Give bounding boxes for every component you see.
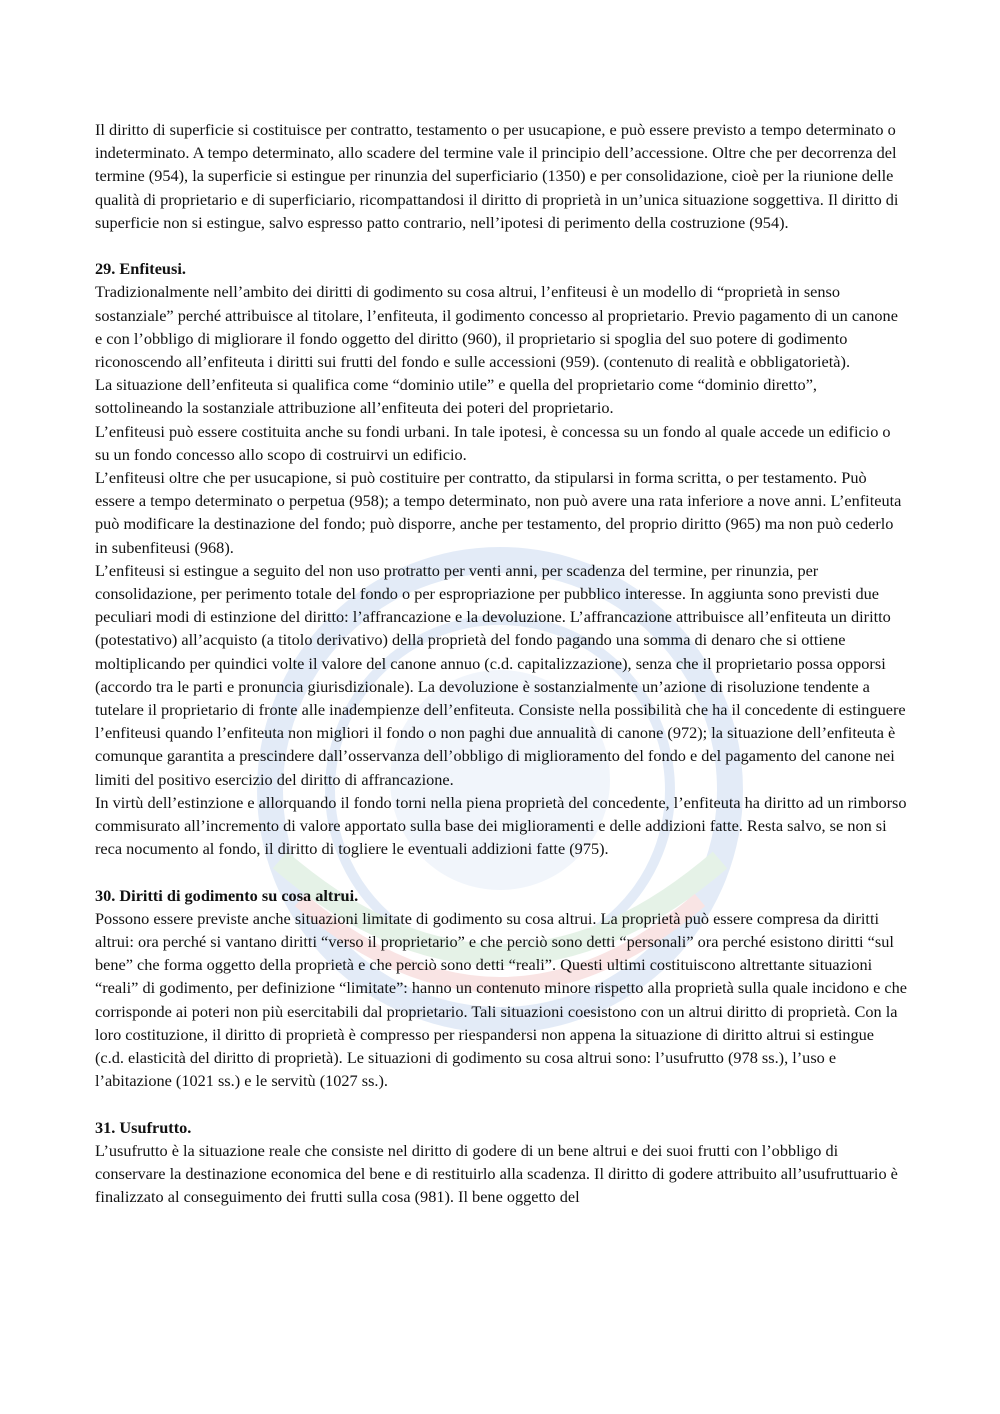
paragraph: Tradizionalmente nell’ambito dei diritti di godimento su cosa altrui, l’enfiteusi è un modello di “proprietà in senso sostanziale” perché attribuisce al titolare, l’enfiteuta, il godimento concesso al proprietario. Previo pagamento di un canone e con l’obbligo di migliorare il fondo oggetto del diritto (960), il proprietario si spoglia del suo potere di godimento riconoscendo all’enfiteuta i diritti sui frutti del fondo e sulle accessioni (959). (contenuto di realità e obbligatorietà). bbox=[95, 282, 898, 372]
paragraph: L’enfiteusi si estingue a seguito del non uso protratto per venti anni, per scadenza del termine, per rinunzia, per consolidazione, per perimento totale del fondo o per espropriazione per pubblico interesse. In aggiunta sono previsti due peculiari modi di estinzione del diritto: l’affrancazione e la devoluzione. L’affrancazione attribuisce all’enfiteuta un diritto (potestativo) all’acquisto (a titolo derivativo) della proprietà del fondo pagando una somma di denaro che si ottiene moltiplicando per quindici volte il valore del canone annuo (c.d. capitalizzazione), senza che il proprietario possa opporsi (accordo tra le parti e pronuncia giurisdizionale). La devoluzione è sostanzialmente un’azione di risoluzione tendente a tutelare il proprietario di fronte alle inadempienze dell’enfiteuta. Consiste nella possibilità che ha il concedente di estinguere l’enfiteusi quando l’enfiteuta non migliori il fondo o non paghi due annualità di canone (972); la situazione dell’enfiteuta è comunque garantita a prescindere dall’osservanza dell’obbligo di miglioramento del fondo e del pagamento del canone nei limiti del positivo esercizio del diritto di affrancazione. bbox=[95, 560, 906, 789]
paragraph: L’usufrutto è la situazione reale che consiste nel diritto di godere di un bene altrui e dei suoi frutti con l’obbligo di conservare la destinazione economica del bene e di restituirlo alla scadenza. Il diritto di godere attribuito all’usufruttuario è finalizzato al conseguimento dei frutti sulla cosa (981). Il bene oggetto del bbox=[95, 1140, 898, 1207]
section-heading: 30. Diritti di godimento su cosa altrui. bbox=[95, 885, 359, 905]
paragraph: La situazione dell’enfiteuta si qualifica come “dominio utile” e quella del proprietario come “dominio diretto”, sottolineando la sostanziale attribuzione all’enfiteuta dei poteri del proprietario. bbox=[95, 375, 817, 418]
section-heading: 31. Usufrutto. bbox=[95, 1117, 192, 1137]
paragraph: L’enfiteusi oltre che per usucapione, si può costituire per contratto, da stipularsi in forma scritta, o per testamento. Può essere a tempo determinato o perpetua (958); a tempo determinato, non può avere una rata inferiore a nove anni. L’enfiteuta può modificare la destinazione del fondo; può disporre, anche per testamento, del proprio diritto (965) ma non può cederlo in subenfiteusi (968). bbox=[95, 468, 902, 557]
paragraph: L’enfiteusi può essere costituita anche su fondi urbani. In tale ipotesi, è concessa su un fondo al quale accede un edificio o su un fondo concesso allo scopo di costruirvi un edificio. bbox=[95, 421, 891, 464]
paragraph: Il diritto di superficie si costituisce per contratto, testamento o per usucapione, e può essere previsto a tempo determinato o indeterminato. A tempo determinato, allo scadere del termine vale il principio dell’accessione. Oltre che per decorrenza del termine (954), la superficie si estingue per rinunzia del superficiario (1350) e per consolidazione, cioè per la riunione delle qualità di proprietario e di superficiario, ricompattandosi il diritto di proprietà in un’unica situazione soggettiva. Il diritto di superficie non si estingue, salvo espresso patto contrario, nell’ipotesi di perimento della costruzione (954). bbox=[95, 120, 899, 232]
document-page bbox=[95, 118, 907, 1209]
paragraph: In virtù dell’estinzione e allorquando il fondo torni nella piena proprietà del concedente, l’enfiteuta ha diritto ad un rimborso commisurato all’incremento di valore apportato sulla base dei miglioramenti e delle addizioni fatte. Resta salvo, se non si reca nocumento al fondo, il diritto di togliere le eventuali addizioni fatte (975). bbox=[95, 792, 907, 859]
section-heading: 29. Enfiteusi. bbox=[95, 259, 186, 279]
paragraph: Possono essere previste anche situazioni limitate di godimento su cosa altrui. La proprietà può essere compresa da diritti altrui: ora perché si vantano diritti “verso il proprietario” e che perciò sono detti “personali” ora perché esistono diritti “sul bene” che forma oggetto della proprietà e che perciò sono detti “reali”. Questi ultimi costituiscono altrettante situazioni “reali” di godimento, per definizione “limitate”: hanno un contenuto minore rispetto alla proprietà sulla quale incidono e che corrisponde ai poteri non più esercitabili dal proprietario. Tali situazioni coesistono con un altrui diritto di proprietà. Con la loro costituzione, il diritto di proprietà è compresso per riespandersi non appena la situazione di diritto altrui si estingue (c.d. elasticità del diritto di proprietà). Le situazioni di godimento su cosa altrui sono: l’usufrutto (978 ss.), l’uso e l’abitazione (1021 ss.) e le servitù (1027 ss.). bbox=[95, 908, 907, 1091]
